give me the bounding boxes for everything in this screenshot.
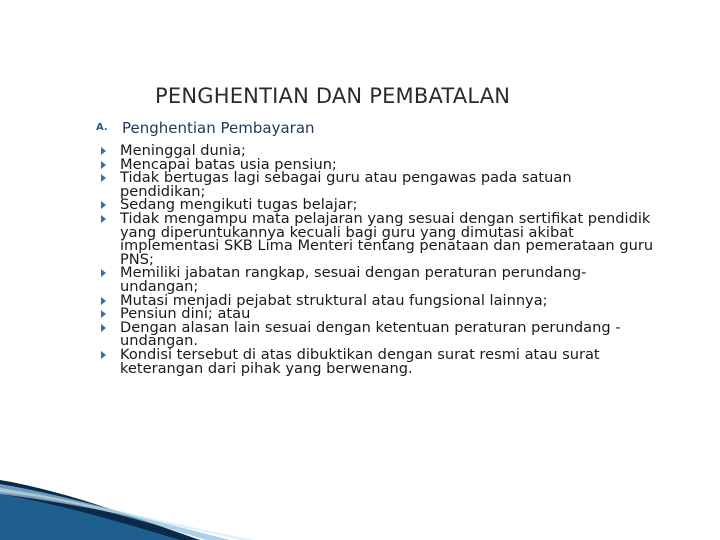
section-heading-row [96,118,656,138]
list-item-text: Tidak bertugas lagi sebagai guru atau pengawas pada satuan pendidikan; [120,169,572,200]
triangle-bullet-icon [96,348,110,362]
triangle-bullet-icon [96,144,110,158]
bullet-items [96,144,656,375]
list-item-text: Sedang mengikuti tugas belajar; [120,196,358,214]
triangle-bullet-icon [96,171,110,185]
triangle-bullet-icon [96,266,110,280]
list-item-text: Dengan alasan lain sesuai dengan ketentuan peraturan perundang -undangan. [120,318,621,350]
triangle-bullet-icon [96,307,110,321]
list-item [96,318,656,350]
triangle-bullet-icon [96,212,110,226]
list-item [96,171,656,198]
content-list [96,118,656,375]
triangle-bullet-icon [96,198,110,212]
list-item-text: Mutasi menjadi pejabat struktural atau fungsional lainnya; [120,291,548,309]
list-item-text: Mencapai batas usia pensiun; [120,155,337,173]
triangle-bullet-icon [96,294,110,308]
list-item-text: Kondisi tersebut di atas dibuktikan dengan surat resmi atau surat keterangan dari pihak yang berwenang. [120,345,600,377]
triangle-bullet-icon [96,321,110,335]
slide-title: PENGHENTIAN DAN PEMBATALAN [155,84,511,108]
list-item [96,209,656,268]
list-item-text: Meninggal dunia; [120,142,246,159]
list-item-text: Memiliki jabatan rangkap, sesuai dengan peraturan perundang-undangan; [120,264,587,295]
section-marker: A. [96,122,108,133]
list-item [96,345,656,377]
section-heading: Penghentian Pembayaran [122,119,315,137]
list-item-text: Tidak mengampu mata pelajaran yang sesuai dengan sertifikat pendidik yang diperuntukannya kecuali bagi guru yang dimutasi akibat implementasi SKB Lima Menteri tentang penataan dan pemerataan guru PNS; [120,209,654,268]
triangle-bullet-icon [96,158,110,172]
list-item-text: Pensiun dini; atau [120,305,251,323]
list-item [96,266,656,293]
corner-swoosh-decoration [0,450,260,540]
